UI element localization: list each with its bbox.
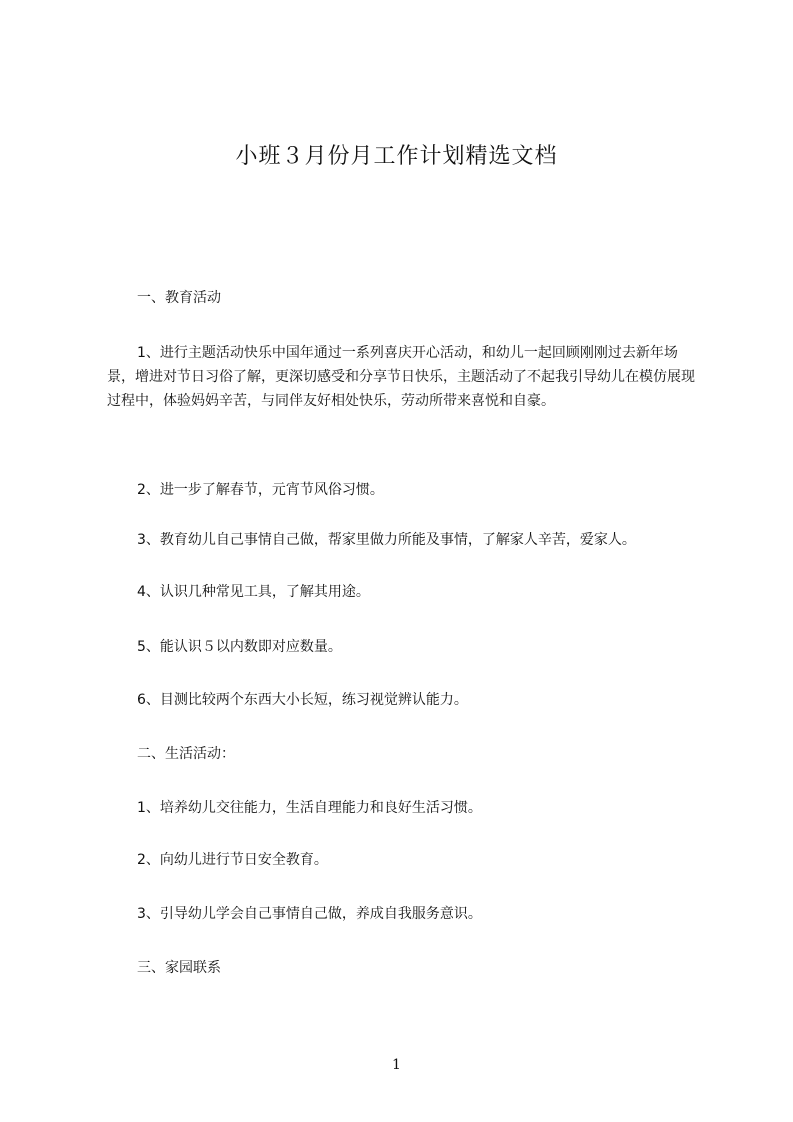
section-heading-education: 一、教育活动 [137, 290, 221, 306]
section-heading-home-school: 三、家园联系 [137, 960, 221, 976]
section-heading-life: 二、生活活动： [137, 746, 235, 762]
paragraph-education-5: 5、能认识５以内数即对应数量。 [137, 639, 342, 655]
paragraph-education-6: 6、目测比较两个东西大小长短，练习视觉辨认能力。 [137, 692, 468, 708]
paragraph-life-1: 1、培养幼儿交往能力，生活自理能力和良好生活习惯。 [137, 800, 482, 816]
paragraph-life-2: 2、向幼儿进行节日安全教育。 [137, 852, 328, 868]
paragraph-education-2: 2、进一步了解春节，元宵节风俗习惯。 [137, 482, 384, 498]
page-number: 1 [392, 1057, 401, 1073]
paragraph-education-3: 3、教育幼儿自己事情自己做，帮家里做力所能及事情，了解家人辛苦，爱家人。 [137, 532, 636, 548]
document-title: 小班３月份月工作计划精选文档 [235, 144, 558, 169]
paragraph-life-3: 3、引导幼儿学会自己事情自己做，养成自我服务意识。 [137, 906, 482, 922]
paragraph-education-4: 4、认识几种常见工具，了解其用途。 [137, 584, 370, 600]
paragraph-education-1: 1、进行主题活动快乐中国年通过一系列喜庆开心活动，和幼儿一起回顾刚刚过去新年场景，增进对节日习俗了解，更深切感受和分享节日快乐，主题活动了不起我引导幼儿在模仿展现过程中，体验妈妈辛苦，与同伴友好相处快乐，劳动所带来喜悦和自豪。 [107, 345, 695, 409]
